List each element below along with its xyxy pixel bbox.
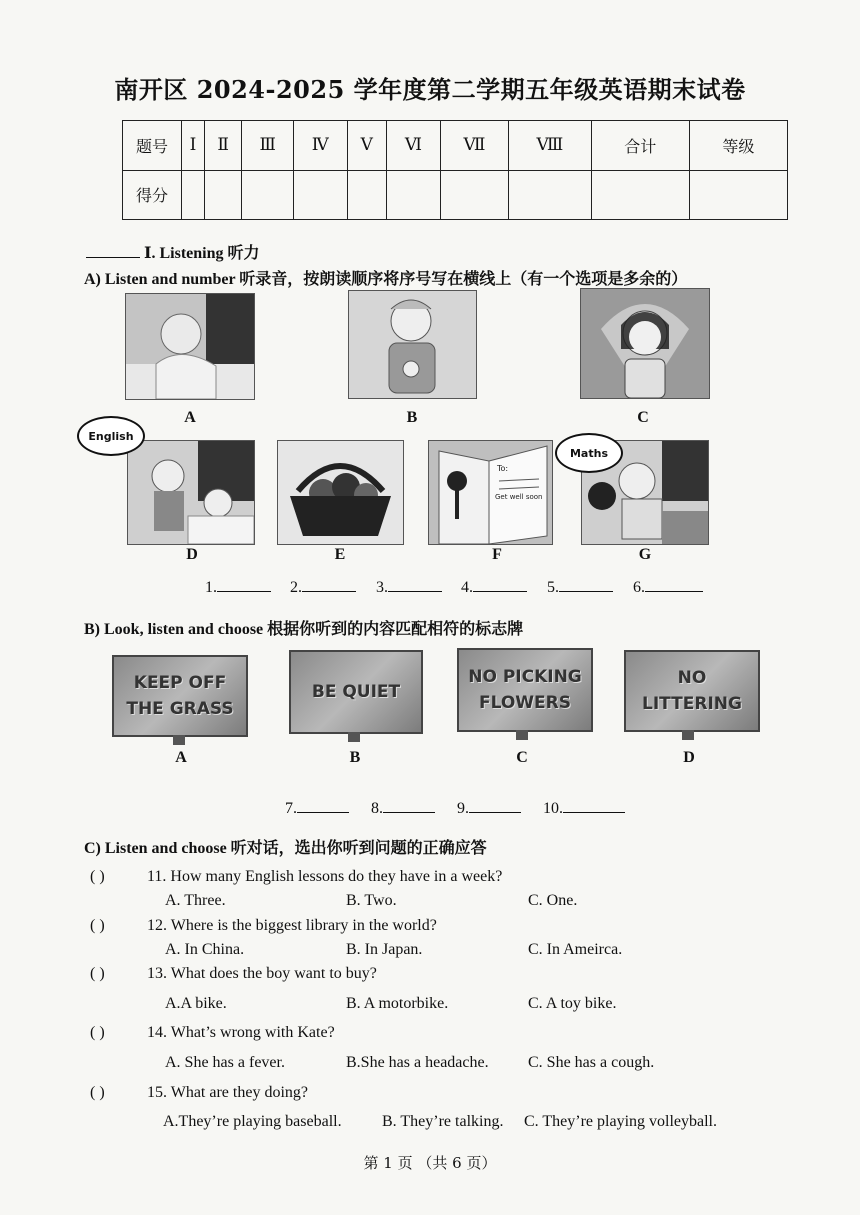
- sign-keep-off-the-grass: [112, 655, 248, 737]
- q15-option-b: B. They’re talking.: [382, 1113, 504, 1130]
- picture-c-label: C: [637, 409, 649, 426]
- picture-f: [428, 440, 553, 545]
- part1-heading-row: [86, 240, 260, 263]
- picture-g-label: G: [638, 546, 652, 563]
- svg-text:Get well soon: Get well soon: [495, 493, 543, 501]
- section-a-heading: A) Listen and number 听录音，按朗读顺序将序号写在横线上（有一个选项是多余的）: [84, 271, 688, 288]
- score-column-7: Ⅶ: [440, 121, 508, 171]
- sign-d-line2: LITTERING: [642, 694, 742, 714]
- q13-option-b: B. A motorbike.: [346, 995, 449, 1012]
- answer-blank-7[interactable]: 7.: [285, 800, 349, 818]
- answer-blank-10[interactable]: 10.: [543, 800, 625, 818]
- part1-score-blank[interactable]: [86, 257, 140, 258]
- score-column-3: Ⅲ: [242, 121, 294, 171]
- score-cell[interactable]: [347, 170, 386, 220]
- sign-b-label: B: [349, 749, 361, 766]
- answer-blank-3[interactable]: 3.: [376, 579, 442, 597]
- score-cell[interactable]: [509, 170, 592, 220]
- score-column-4: Ⅳ: [294, 121, 347, 171]
- sign-a-label: A: [175, 749, 187, 766]
- answer-blank-4[interactable]: 4.: [461, 579, 527, 597]
- sign-c-line2: FLOWERS: [478, 693, 571, 713]
- friend-teaching-english-icon: [128, 441, 254, 544]
- bubble-maths: Maths: [555, 433, 623, 473]
- answer-paren-12[interactable]: ( ): [90, 917, 105, 934]
- q12-option-b: B. In Japan.: [346, 941, 423, 958]
- picture-b-label: B: [406, 409, 418, 426]
- sign-d-line1: NO: [677, 668, 707, 688]
- score-cell[interactable]: [440, 170, 508, 220]
- sign-b-post: [348, 732, 360, 742]
- sign-c-line1: NO PICKING: [468, 667, 582, 687]
- score-column-8: Ⅷ: [509, 121, 592, 171]
- question-15: 15. What are they doing?: [147, 1084, 308, 1101]
- sign-a-line1: KEEP OFF: [133, 673, 227, 693]
- answer-paren-14[interactable]: ( ): [90, 1024, 105, 1041]
- svg-text:To:: To:: [497, 464, 509, 473]
- picture-c: [580, 288, 710, 399]
- sign-c-post: [516, 730, 528, 740]
- sign-d-label: D: [683, 749, 695, 766]
- score-cell[interactable]: [242, 170, 294, 220]
- q15-option-a: A.They’re playing baseball.: [163, 1113, 342, 1130]
- sign-d-post: [682, 730, 694, 740]
- picture-a: [125, 293, 255, 400]
- q13-option-a: A.A bike.: [165, 995, 227, 1012]
- score-column-5: Ⅴ: [347, 121, 386, 171]
- picture-a-label: A: [184, 409, 196, 426]
- picture-f-label: F: [492, 546, 502, 563]
- answer-blank-2[interactable]: 2.: [290, 579, 356, 597]
- q12-option-c: C. In Ameirca.: [528, 941, 623, 958]
- score-table-row-head: 题号: [123, 121, 182, 171]
- score-column-total: 合计: [591, 121, 689, 171]
- get-well-card-icon: [429, 441, 552, 544]
- score-column-grade: 等级: [689, 121, 787, 171]
- sign-be-quiet: [289, 650, 423, 734]
- page-footer: 第 1 页 （共 6 页）: [363, 1154, 497, 1172]
- q15-option-c: C. They’re playing volleyball.: [524, 1113, 717, 1130]
- score-column-2: Ⅱ: [204, 121, 241, 171]
- q11-option-b: B. Two.: [346, 892, 397, 909]
- section-c-heading: C) Listen and choose 听对话，选出你听到问题的正确应答: [84, 840, 487, 857]
- answer-blank-8[interactable]: 8.: [371, 800, 435, 818]
- q14-option-b: B.She has a headache.: [346, 1054, 489, 1071]
- question-12: 12. Where is the biggest library in the world?: [147, 917, 437, 934]
- boy-stomachache-icon: [349, 291, 476, 398]
- score-cell[interactable]: [294, 170, 347, 220]
- exam-title: 南开区 2024-2025 学年度第二学期五年级英语期末试卷: [114, 75, 746, 104]
- picture-e: [277, 440, 404, 545]
- q13-option-c: C. A toy bike.: [528, 995, 617, 1012]
- sign-no-picking-flowers: [457, 648, 593, 732]
- picture-d: [127, 440, 255, 545]
- score-cell[interactable]: [204, 170, 241, 220]
- score-cell[interactable]: [689, 170, 787, 220]
- score-cell[interactable]: [182, 170, 205, 220]
- answer-paren-11[interactable]: ( ): [90, 868, 105, 885]
- picture-d-label: D: [186, 546, 198, 563]
- answer-blank-5[interactable]: 5.: [547, 579, 613, 597]
- bubble-english: English: [77, 416, 145, 456]
- sick-girl-in-bed-icon: [126, 294, 254, 399]
- q11-option-a: A. Three.: [165, 892, 226, 909]
- q14-option-a: A. She has a fever.: [165, 1054, 285, 1071]
- sign-c-label: C: [516, 749, 528, 766]
- fruit-basket-icon: [278, 441, 403, 544]
- question-11: 11. How many English lessons do they have in a week?: [147, 868, 503, 885]
- score-column-6: Ⅵ: [386, 121, 440, 171]
- answer-paren-13[interactable]: ( ): [90, 965, 105, 982]
- score-table: [122, 120, 788, 220]
- q11-option-c: C. One.: [528, 892, 578, 909]
- score-column-1: Ⅰ: [182, 121, 205, 171]
- picture-e-label: E: [334, 546, 346, 563]
- question-14: 14. What’s wrong with Kate?: [147, 1024, 335, 1041]
- sign-a-line2: THE GRASS: [126, 699, 234, 719]
- answer-paren-15[interactable]: ( ): [90, 1084, 105, 1101]
- sign-b-line1: BE QUIET: [311, 682, 401, 702]
- picture-b: [348, 290, 477, 399]
- sign-no-littering: [624, 650, 760, 732]
- answer-blank-1[interactable]: 1.: [205, 579, 271, 597]
- section-b-heading: B) Look, listen and choose 根据你听到的内容匹配相符的标志牌: [84, 621, 524, 638]
- girl-toothache-icon: [581, 289, 709, 398]
- q14-option-c: C. She has a cough.: [528, 1054, 655, 1071]
- answer-blank-6[interactable]: 6.: [633, 579, 703, 597]
- score-cell[interactable]: [591, 170, 689, 220]
- sign-a-post: [173, 735, 185, 745]
- score-table-row-head-2: 得分: [123, 170, 182, 220]
- question-13: 13. What does the boy want to buy?: [147, 965, 377, 982]
- q12-option-a: A. In China.: [165, 941, 245, 958]
- score-cell[interactable]: [386, 170, 440, 220]
- answer-blank-9[interactable]: 9.: [457, 800, 521, 818]
- part1-heading: Ⅰ. Listening 听力: [144, 245, 260, 262]
